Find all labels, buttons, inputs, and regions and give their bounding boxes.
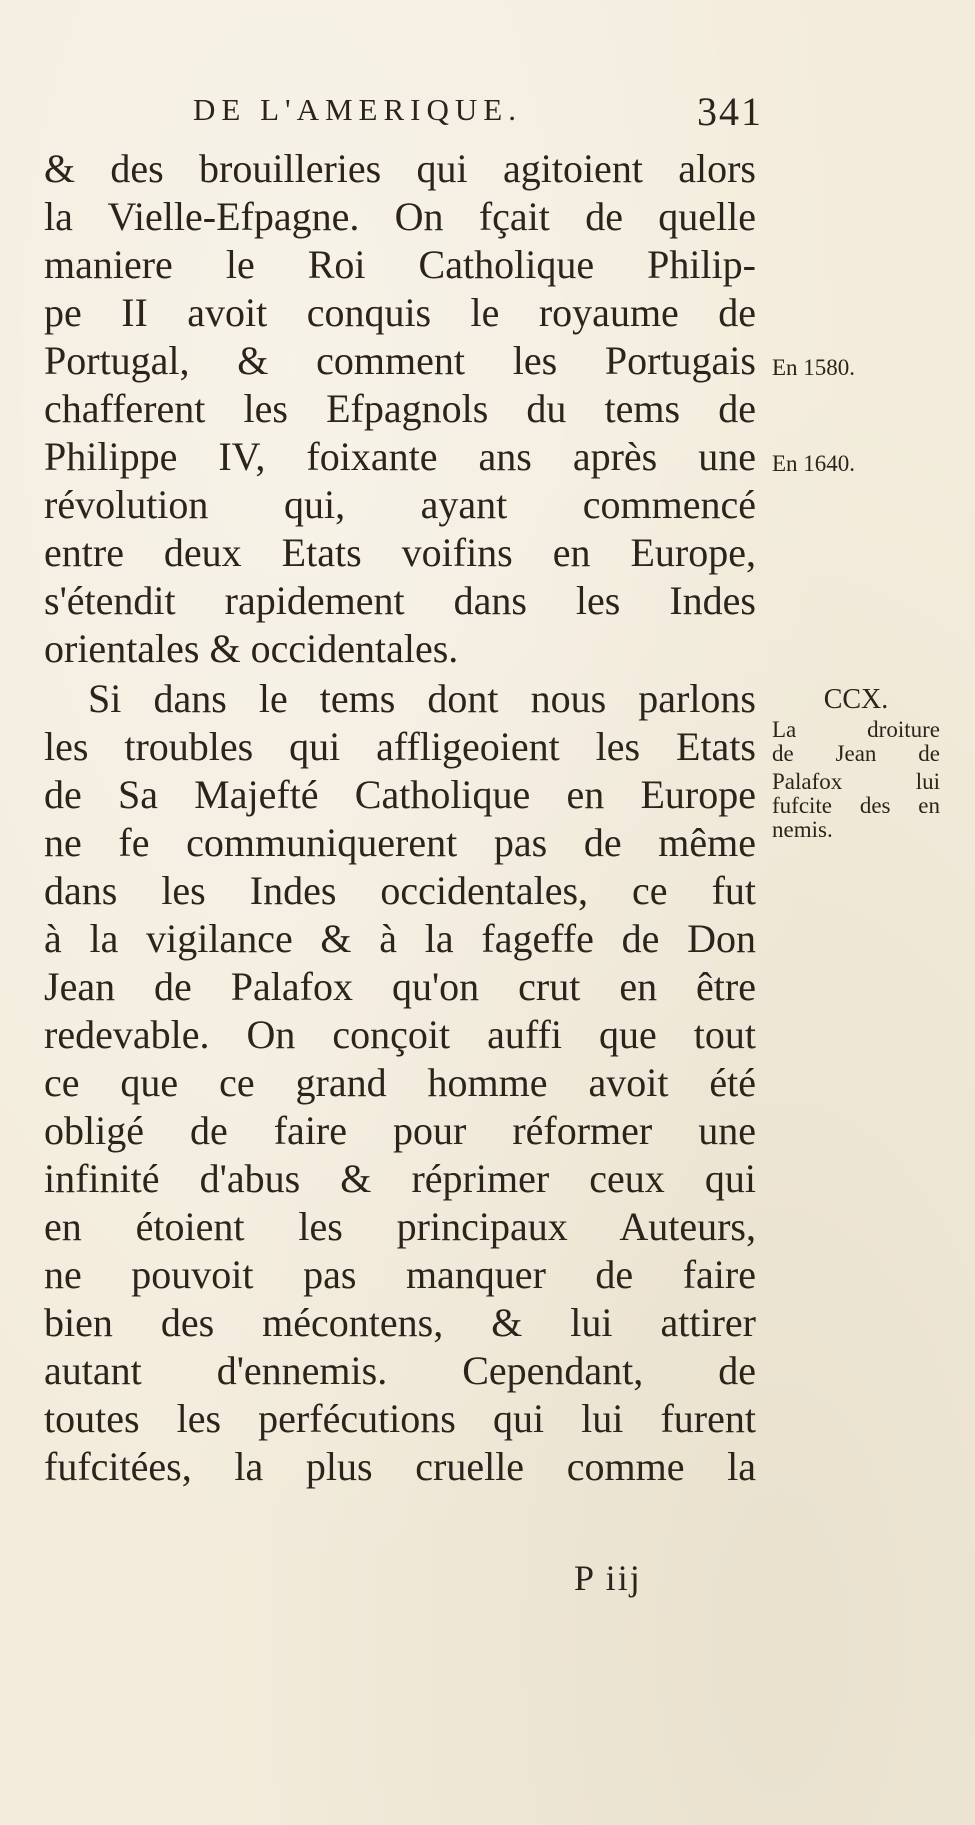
text-line: en étoient les principaux Auteurs, (44, 1204, 756, 1249)
signature-mark: P iij (574, 1558, 642, 1598)
text-line: Jean de Palafox qu'on crut en être (44, 964, 756, 1009)
text-line: révolution qui, ayant commencé (44, 482, 756, 527)
text-line: dans les Indes occidentales, ce fut (44, 868, 756, 913)
text-line: s'étendit rapidement dans les Indes (44, 578, 756, 623)
margin-summary-line: de Jean de (772, 741, 940, 766)
text-line: Portugal, & comment les Portugais (44, 338, 756, 383)
margin-summary-line: nemis. (772, 817, 833, 842)
margin-summary-line: fufcite des en (772, 793, 940, 818)
text-line: ne pouvoit pas manquer de faire (44, 1252, 756, 1297)
text-line: Philippe IV, foixante ans après une (44, 434, 756, 479)
text-line: ce que ce grand homme avoit été (44, 1060, 756, 1105)
running-title: DE L'AMERIQUE. (193, 92, 522, 127)
page-header (193, 89, 763, 134)
text-line: redevable. On conçoit auffi que tout (44, 1012, 756, 1057)
text-line: la Vielle-Efpagne. On fçait de quelle (44, 194, 756, 239)
text-line: obligé de faire pour réformer une (44, 1108, 756, 1153)
text-line: autant d'ennemis. Cependant, de (44, 1348, 756, 1393)
text-line: entre deux Etats voifins en Europe, (44, 530, 756, 575)
text-line: infinité d'abus & réprimer ceux qui (44, 1156, 756, 1201)
text-line: bien des mécontens, & lui attirer (44, 1300, 756, 1345)
text-line: & des brouilleries qui agitoient alors (44, 146, 756, 191)
margin-date-1580: En 1580. (772, 355, 856, 380)
margin-date-1640: En 1640. (772, 451, 856, 476)
text-line: orientales & occidentales. (44, 626, 459, 671)
text-line: à la vigilance & à la fageffe de Don (44, 916, 756, 961)
margin-summary-line: La droiture (772, 717, 940, 742)
paragraph-start-line: Si dans le tems dont nous parlons (88, 676, 756, 721)
text-line: les troubles qui affligeoient les Etats (44, 724, 756, 769)
margin-summary-line: Palafox lui (772, 769, 940, 794)
text-line: maniere le Roi Catholique Philip- (44, 242, 756, 287)
text-line: fufcitées, la plus cruelle comme la (44, 1444, 756, 1489)
page-number: 341 (697, 89, 763, 134)
text-line: chafferent les Efpagnols du tems de (44, 386, 756, 431)
margin-section-number: CCX. (823, 684, 889, 715)
text-line: ne fe communiquerent pas de même (44, 820, 756, 865)
text-line: pe II avoit conquis le royaume de (44, 290, 756, 335)
text-line: toutes les perfécutions qui lui furent (44, 1396, 756, 1441)
text-line: de Sa Majefté Catholique en Europe (44, 772, 756, 817)
